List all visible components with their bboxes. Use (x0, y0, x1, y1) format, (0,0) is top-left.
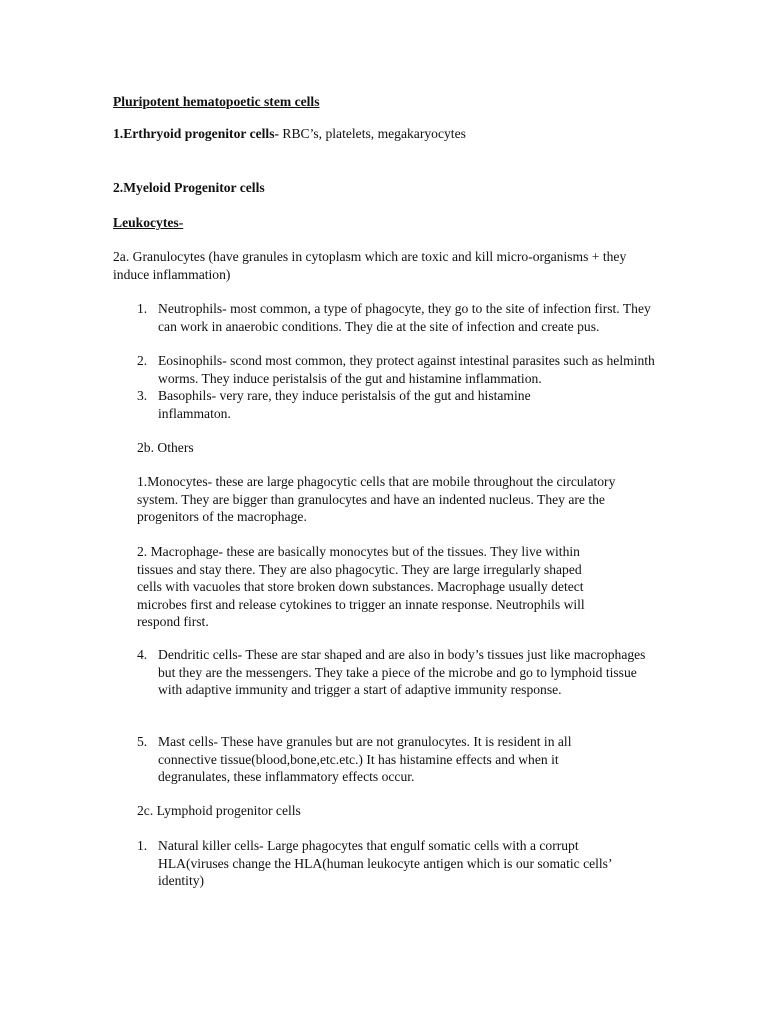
monocytes-paragraph: 1.Monocytes- these are large phagocytic cells that are mobile throughout the circulatory system. They are bigger than granulocytes and have an indented nucleus. They are the progenitors of the macrophage. (137, 474, 616, 524)
list-number: 1. (137, 301, 148, 316)
erythroid-line (113, 125, 466, 143)
list-number: 3. (137, 388, 148, 403)
erythroid-label: 1.Erthryoid progenitor cells- (113, 126, 280, 141)
granulocytes-intro: 2a. Granulocytes (have granules in cytoplasm which are toxic and kill micro-organisms + they induce inflammation) (113, 249, 627, 282)
document-title: Pluripotent hematopoetic stem cells (113, 94, 320, 109)
list-item-text: Basophils- very rare, they induce peristalsis of the gut and histamine inflammaton. (158, 388, 531, 421)
list-item-text: Natural killer cells- Large phagocytes that engulf somatic cells with a corrupt HLA(viruses change the HLA(human leukocyte antigen which is our somatic cells’ identity) (158, 838, 612, 888)
others-heading: 2b. Others (137, 440, 194, 455)
macrophage-paragraph: 2. Macrophage- these are basically monocytes but of the tissues. They live within tissues and stay there. They are also phagocytic. They are large irregularly shaped cells with vacuoles that store broken down substances. Macrophage usually detect microbes first and release cytokines to trigger an innate response. Neutrophils will respond first. (137, 544, 585, 629)
lymphoid-heading: 2c. Lymphoid progenitor cells (137, 803, 301, 818)
list-item-text: Mast cells- These have granules but are not granulocytes. It is resident in all connective tissue(blood,bone,etc.etc.) It has histamine effects and when it degranulates, these inflammatory effects occur. (158, 734, 572, 784)
list-item-text: Dendritic cells- These are star shaped and are also in body’s tissues just like macrophages but they are the messengers. They take a piece of the microbe and go to lymphoid tissue with adaptive immunity and trigger a start of adaptive immunity response. (158, 647, 646, 697)
list-number: 1. (137, 838, 148, 853)
list-item-text: Eosinophils- scond most common, they protect against intestinal parasites such as helminth worms. They induce peristalsis of the gut and histamine inflammation. (158, 353, 655, 386)
list-number: 5. (137, 734, 148, 749)
list-item-text: Neutrophils- most common, a type of phagocyte, they go to the site of infection first. They can work in anaerobic conditions. They die at the site of infection and create pus. (158, 301, 651, 334)
erythroid-text: RBC’s, platelets, megakaryocytes (279, 126, 466, 141)
list-number: 2. (137, 353, 148, 368)
myeloid-heading: 2.Myeloid Progenitor cells (113, 180, 265, 195)
list-number: 4. (137, 647, 148, 662)
leukocytes-heading: Leukocytes- (113, 215, 184, 230)
